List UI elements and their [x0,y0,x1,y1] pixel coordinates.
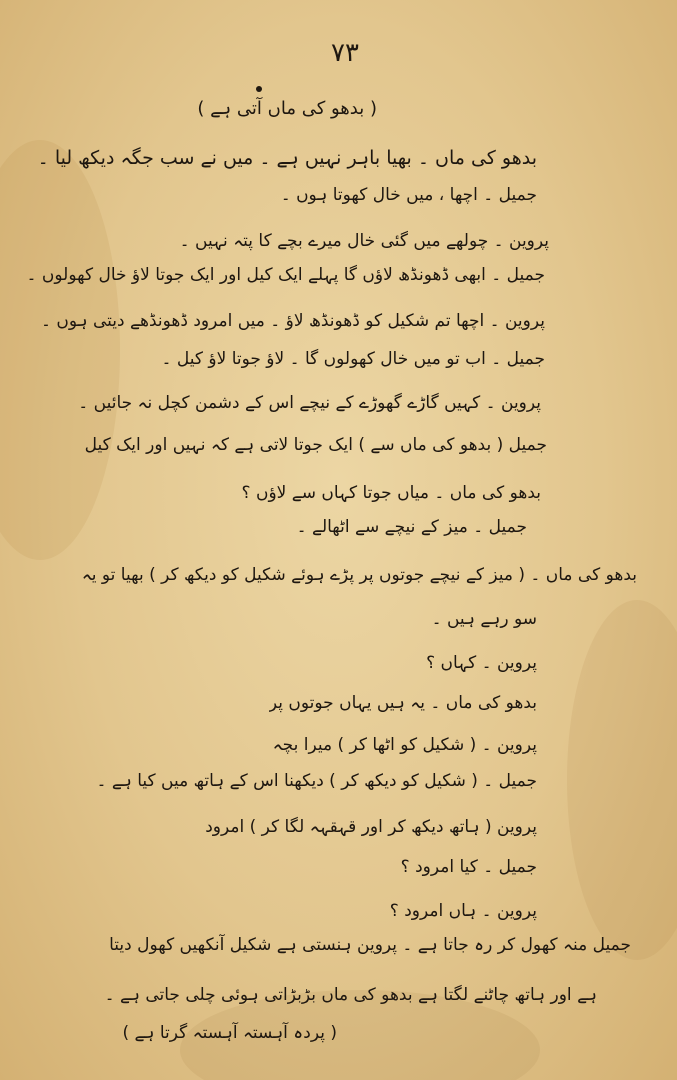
dialogue-line: پروین ۔ چولھے میں گئی خال میرے بچے کا پتہ نہیں ۔ [179,231,549,251]
dialogue-line: پروین ۔ ہاں امرود ؟ [389,901,537,921]
dialogue-line: بدھو کی ماں ۔ ( میز کے نیچے جوتوں پر پڑے ہوئے شکیل کو دیکھ کر ) بھیا تو یہ [81,565,637,585]
stage-direction: جمیل منہ کھول کر رہ جاتا ہے ۔ پروین ہنستی ہے شکیل آنکھیں کھول دیتا [109,935,631,955]
dialogue-continuation: سو رہے ہیں ۔ [431,609,537,629]
ink-dot [256,86,262,92]
dialogue-line: جمیل ۔ ( شکیل کو دیکھ کر ) دیکھنا اس کے ہاتھ میں کیا ہے ۔ [96,771,537,791]
stage-direction-entry: ( بدھو کی ماں آتی ہے ) [197,98,377,119]
dialogue-line: جمیل ۔ ابھی ڈھونڈھ لاؤں گا پہلے ایک کیل اور ایک جوتا لاؤ خال کھولوں ۔ [26,265,545,285]
stage-direction: ہے اور ہاتھ چاٹنے لگتا ہے بدھو کی ماں بڑبڑاتی ہوئی چلی جاتی ہے ۔ [104,985,597,1005]
dialogue-line: پروین ۔ کہاں ؟ [426,653,537,673]
dialogue-line: پروین ۔ ( شکیل کو اٹھا کر ) میرا بچہ [272,735,537,755]
paper-stain [567,600,677,960]
dialogue-line: پروین ( ہاتھ دیکھ کر اور قہقہہ لگا کر ) امرود [205,817,537,837]
dialogue-line: پروین ۔ کہیں گاڑے گھوڑے کے نیچے اس کے دشمن کچل نہ جائیں ۔ [78,393,541,413]
dialogue-line: جمیل ۔ کیا امرود ؟ [400,857,537,877]
dialogue-line: جمیل ۔ میز کے نیچے سے اٹھالے ۔ [296,517,527,537]
page-number: ۷۳ [331,38,359,68]
dialogue-line: جمیل ( بدھو کی ماں سے ) ایک جوتا لاتی ہے کہ نہیں اور ایک کیل [84,435,547,455]
dialogue-line: بدھو کی ماں ۔ میاں جوتا کہاں سے لاؤں ؟ [241,483,541,503]
dialogue-line: بدھو کی ماں ۔ یہ ہیں یہاں جوتوں پر [268,693,537,713]
dialogue-line: جمیل ۔ اچھا ، میں خال کھوتا ہوں ۔ [280,185,537,205]
dialogue-line: بدھو کی ماں ۔ بھیا باہر نہیں ہے ۔ میں نے سب جگہ دیکھ لیا ۔ [37,147,537,169]
dialogue-line: جمیل ۔ اب تو میں خال کھولوں گا ۔ لاؤ جوتا لاؤ کیل ۔ [161,349,545,369]
curtain-direction: ( پردہ آہستہ آہستہ گرتا ہے ) [122,1023,337,1043]
paper-stain [0,140,120,560]
dialogue-line: پروین ۔ اچھا تم شکیل کو ڈھونڈھ لاؤ ۔ میں امرود ڈھونڈھے دیتی ہوں ۔ [41,311,545,331]
